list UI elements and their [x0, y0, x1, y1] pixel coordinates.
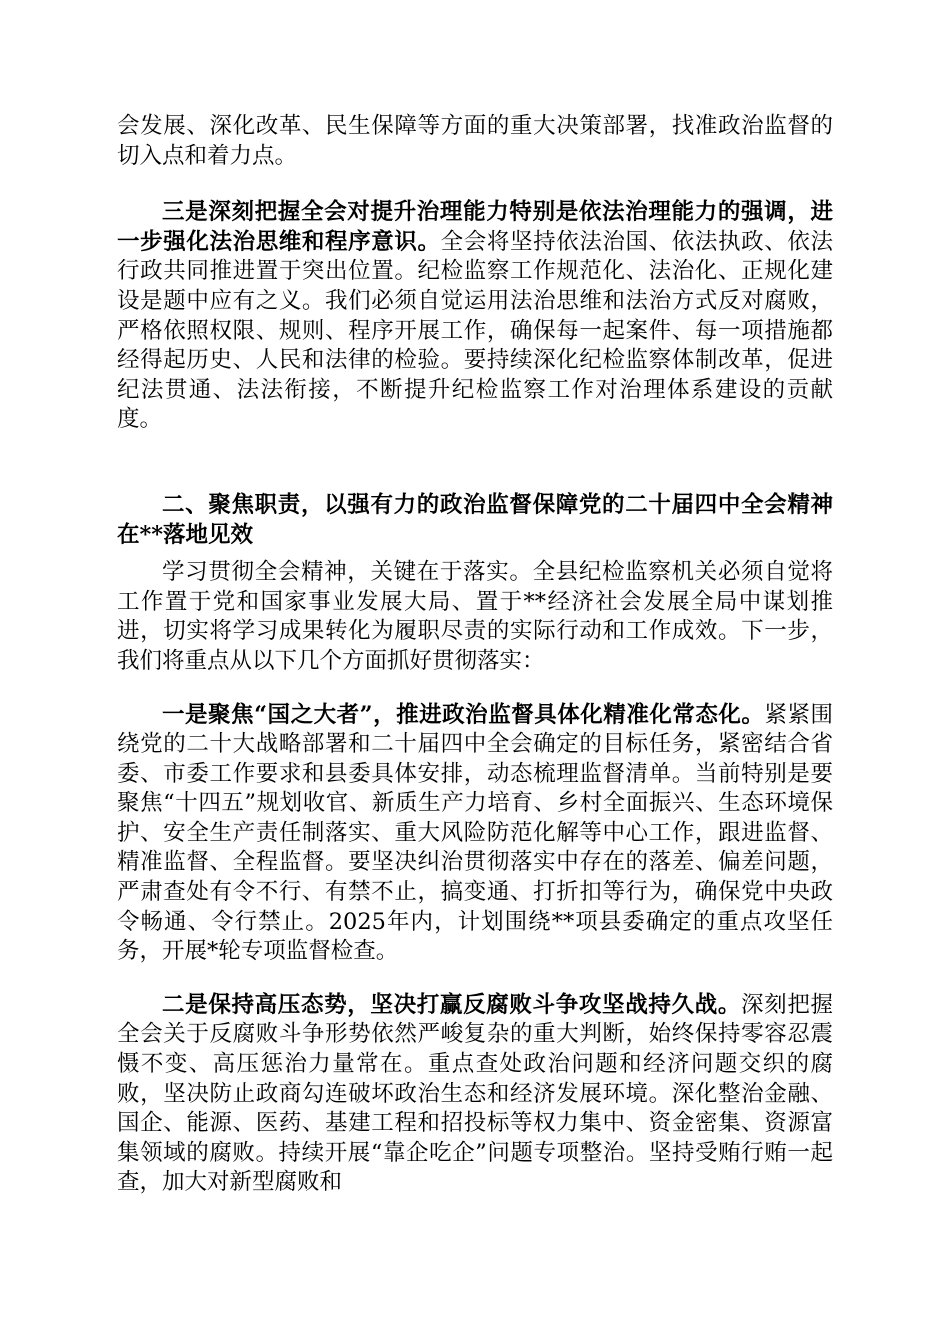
paragraph-point-three [117, 198, 833, 435]
paragraph-point-one [117, 701, 833, 967]
paragraph-lead: 二是保持高压态势，坚决打赢反腐败斗争攻坚战持久战。 [162, 991, 741, 1018]
paragraph-lead: 一是聚焦“国之大者”，推进政治监督具体化精准化常态化。 [162, 701, 765, 728]
paragraph-body: 会发展、深化改革、民生保障等方面的重大决策部署，找准政治监督的切入点和着力点。 [117, 113, 833, 169]
paragraph-lead: 三是深刻把握全会对提升治理能力特别是依法治理能力的强调，进一步强化法治思维和程序意识。 [117, 199, 833, 255]
paragraph-continuation [117, 112, 833, 171]
document-page [117, 112, 833, 1198]
section-heading-text: 二、聚焦职责，以强有力的政治监督保障党的二十届四中全会精神在**落地见效 [117, 491, 833, 548]
paragraph-body: 紧紧围绕党的二十大战略部署和二十届四中全会确定的目标任务，紧密结合省委、市委工作要求和县委具体安排，动态梳理监督清单。当前特别是要聚焦“十四五”规划收官、新质生产力培育、乡村全面振兴、生态环境保护、安全生产责任制落实、重大风险防范化解等中心工作，跟进监督、精准监督、全程监督。要坚决纠治贯彻落实中存在的落差、偏差问题，严肃查处有令不行、有禁不止，搞变通、打折扣等行为，确保党中央政令畅通、令行禁止。2025年内，计划围绕**项县委确定的重点攻坚任务，开展*轮专项监督检查。 [117, 701, 833, 965]
paragraph-point-two [117, 991, 833, 1198]
section-heading [117, 491, 833, 550]
paragraph-intro [117, 558, 833, 676]
paragraph-body: 学习贯彻全会精神，关键在于落实。全县纪检监察机关必须自觉将工作置于党和国家事业发展大局、置于**经济社会发展全局中谋划推进，切实将学习成果转化为履职尽责的实际行动和工作成效。下一步，我们将重点从以下几个方面抓好贯彻落实： [117, 559, 833, 674]
paragraph-body: 全会将坚持依法治国、依法执政、依法行政共同推进置于突出位置。纪检监察工作规范化、法治化、正规化建设是题中应有之义。我们必须自觉运用法治思维和法治方式反对腐败，严格依照权限、规则、程序开展工作，确保每一起案件、每一项措施都经得起历史、人民和法律的检验。要持续深化纪检监察体制改革，促进纪法贯通、法法衔接，不断提升纪检监察工作对治理体系建设的贡献度。 [117, 228, 833, 433]
paragraph-body: 深刻把握全会关于反腐败斗争形势依然严峻复杂的重大判断，始终保持零容忍震慑不变、高压惩治力量常在。重点查处政治问题和经济问题交织的腐败，坚决防止政商勾连破坏政治生态和经济发展环境。深化整治金融、国企、能源、医药、基建工程和招投标等权力集中、资金密集、资源富集领域的腐败。持续开展“靠企吃企”问题专项整治。坚持受贿行贿一起查，加大对新型腐败和 [117, 991, 833, 1196]
